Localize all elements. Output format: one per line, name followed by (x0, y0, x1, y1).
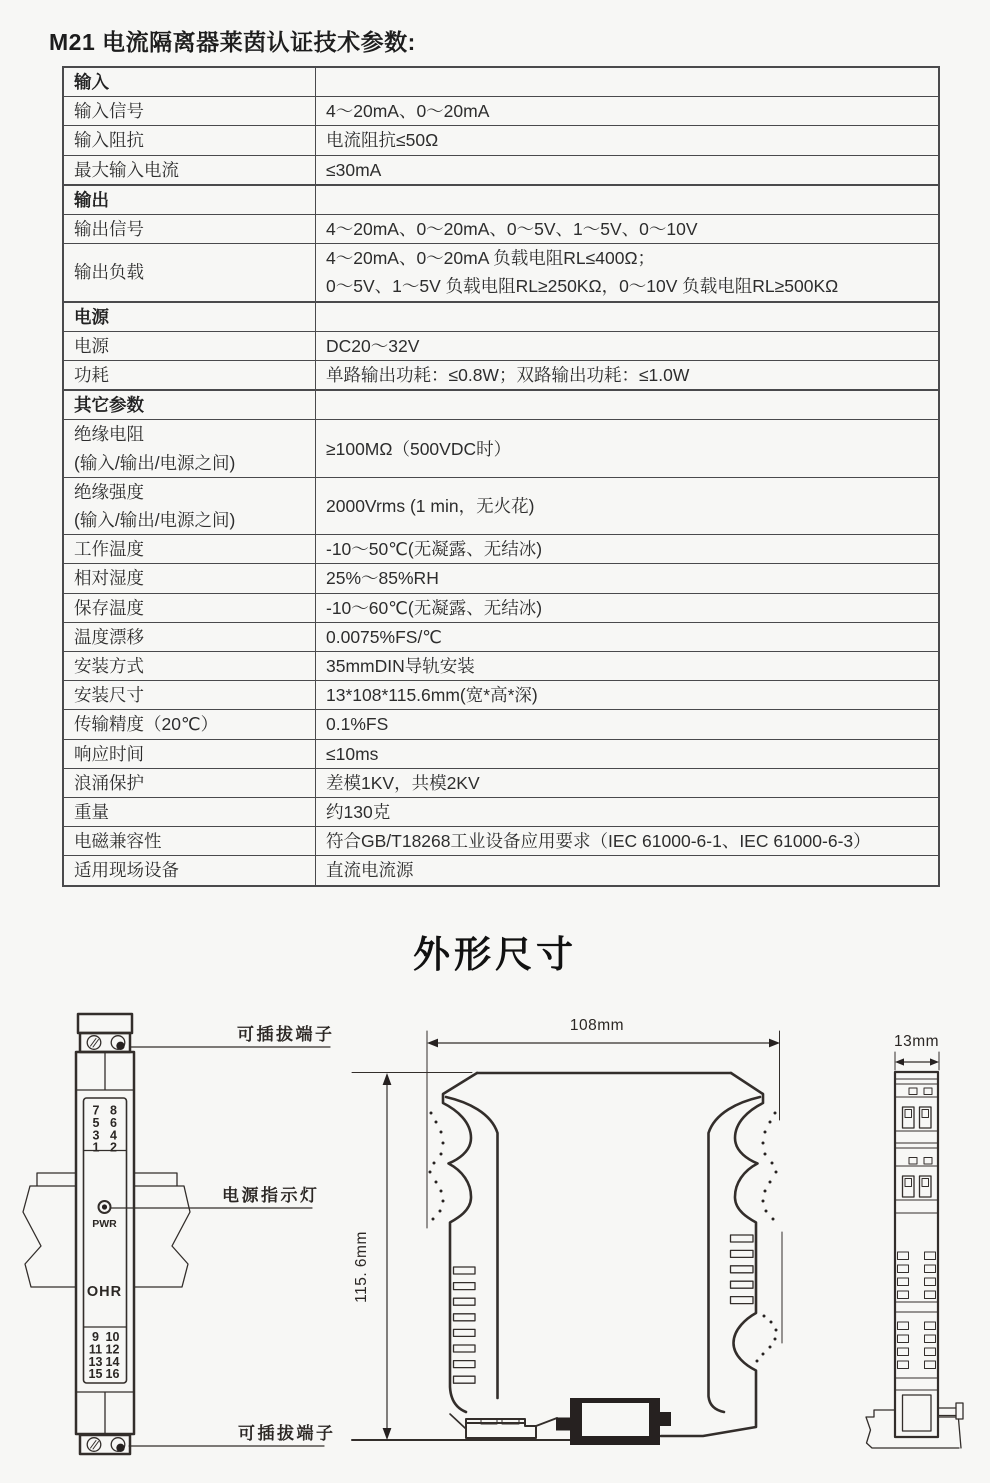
param-label: 输出信号 (63, 215, 316, 244)
dotted-line-dot (772, 1218, 775, 1221)
param-label: 最大输入电流 (63, 155, 316, 185)
vent-slot (731, 1250, 754, 1257)
param-value: 电流阻抗≤50Ω (316, 126, 940, 155)
param-label: 重量 (63, 798, 316, 827)
brand-logo: OHR (86, 1284, 123, 1300)
param-value: 4～20mA、0～20mA (316, 97, 940, 126)
terminal-number: 13 (88, 1354, 103, 1369)
terminal-number: 4 (110, 1128, 117, 1143)
din-rail-right (135, 1173, 190, 1287)
vent-slot (925, 1335, 936, 1343)
param-label: 输出负载 (63, 244, 316, 302)
table-row (63, 361, 939, 391)
param-value: 0.0075%FS/℃ (316, 622, 940, 651)
spec-table-body (63, 67, 939, 886)
vent-slot (925, 1361, 936, 1369)
dotted-line-dot (435, 1181, 438, 1184)
table-row (63, 477, 939, 534)
table-section-row (63, 185, 939, 215)
din-clip-flange (556, 1418, 571, 1431)
param-label: 输入阻抗 (63, 126, 316, 155)
dotted-line-dot (440, 1153, 443, 1156)
callout-leader-lines (111, 1047, 330, 1446)
bottom-block (903, 1395, 932, 1431)
vent-slot (925, 1278, 936, 1286)
param-value: ≤30mA (316, 155, 940, 185)
terminal-number: 7 (92, 1103, 100, 1118)
extension-lines (352, 1031, 782, 1343)
table-row (63, 710, 939, 739)
terminal-hole (909, 1158, 917, 1165)
dim-115-label: 115. 6mm (353, 1231, 370, 1303)
vent-slot (454, 1361, 476, 1368)
terminal-number: 10 (105, 1330, 120, 1344)
vent-slot (731, 1297, 754, 1304)
vent-slot (925, 1348, 936, 1356)
vent-slot (454, 1267, 476, 1274)
dim-13-label: 13mm (893, 1033, 940, 1050)
table-row (63, 827, 939, 856)
terminal-number: 15 (88, 1367, 103, 1382)
terminal-number-box-lines (84, 1151, 126, 1328)
terminal-number: 5 (92, 1115, 100, 1130)
vent-slot (898, 1265, 909, 1273)
terminal-number: 12 (105, 1342, 120, 1357)
table-row (63, 331, 939, 360)
param-label: 安装方式 (63, 652, 316, 681)
vent-slot (731, 1235, 754, 1242)
param-value: 直流电流源 (316, 856, 940, 886)
dotted-line-dot (440, 1131, 443, 1134)
table-row (63, 768, 939, 797)
power-led-dot (102, 1204, 107, 1209)
dotted-line-dot (762, 1353, 765, 1356)
terminal-screw (922, 1110, 929, 1118)
param-value (316, 185, 940, 215)
vent-slot (898, 1278, 909, 1286)
param-value (316, 302, 940, 332)
label-power-indicator: 电源指示灯 (222, 1186, 320, 1205)
label-pluggable-terminal-bottom: 可插拔端子 (238, 1424, 336, 1443)
param-label: 响应时间 (63, 739, 316, 768)
table-row (63, 856, 939, 886)
dotted-line-dot (442, 1200, 445, 1203)
dotted-line-dot (763, 1315, 766, 1318)
param-label: 保存温度 (63, 593, 316, 622)
dotted-line-dot (756, 1360, 759, 1363)
terminal-number: 2 (110, 1140, 117, 1155)
param-label: 输出 (63, 185, 316, 215)
param-value: 约130克 (316, 798, 940, 827)
dotted-line-dot (769, 1121, 772, 1124)
param-value: 25%～85%RH (316, 564, 940, 593)
terminal-number: 14 (105, 1354, 120, 1369)
param-label: 传输精度（20℃） (63, 710, 316, 739)
vent-slot (898, 1361, 909, 1369)
terminal-hole (924, 1088, 932, 1095)
param-label: 相对湿度 (63, 564, 316, 593)
vent-slot (925, 1252, 936, 1260)
param-value: 2000Vrms (1 min，无火花) (316, 477, 940, 534)
rail-latch-cap (956, 1403, 963, 1419)
dotted-line-dot (769, 1346, 772, 1349)
section-heading: 外形尺寸 (413, 934, 577, 975)
dotted-line-dot (765, 1210, 768, 1213)
terminal-hole (924, 1158, 932, 1165)
dotted-line-dot (775, 1171, 778, 1174)
vent-slot (925, 1322, 936, 1330)
vent-slot (898, 1322, 909, 1330)
param-value: -10～60℃(无凝露、无结冰) (316, 593, 940, 622)
upper-cells (76, 1052, 134, 1090)
table-row (63, 798, 939, 827)
param-label: 适用现场设备 (63, 856, 316, 886)
param-value: 4～20mA、0～20mA 负载电阻RL≤400Ω； 0～5V、1～5V 负载电阻RL≥250KΩ，0～10V 负载电阻RL≥500KΩ (316, 244, 940, 302)
vent-slot (454, 1283, 476, 1290)
param-value: 单路输出功耗：≤0.8W；双路输出功耗：≤1.0W (316, 361, 940, 391)
vent-slot (925, 1291, 936, 1299)
dotted-line-dot (764, 1153, 767, 1156)
top-view-drawing (840, 1000, 990, 1470)
table-row (63, 244, 939, 302)
dotted-line-dot (430, 1112, 433, 1115)
terminal-number: 1 (92, 1140, 100, 1155)
vent-slot (898, 1348, 909, 1356)
page-title: M21 电流隔离器莱茵认证技术参数: (49, 29, 416, 55)
table-row (63, 420, 939, 477)
dotted-line-dot (429, 1171, 432, 1174)
param-value: 0.1%FS (316, 710, 940, 739)
dotted-line-dot (432, 1218, 435, 1221)
housing-left-wedge (450, 1414, 465, 1428)
dotted-line-dot (769, 1181, 772, 1184)
param-value: 4～20mA、0～20mA、0～5V、1～5V、0～10V (316, 215, 940, 244)
screw-icon (87, 1036, 101, 1050)
dotted-line-dot (774, 1338, 777, 1341)
table-row (63, 652, 939, 681)
param-label: 电源 (63, 302, 316, 332)
dotted-line-dot (775, 1329, 778, 1332)
param-label: 浪涌保护 (63, 768, 316, 797)
table-row (63, 126, 939, 155)
table-section-row (63, 67, 939, 97)
param-value: -10～50℃(无凝露、无结冰) (316, 535, 940, 564)
param-label: 输入信号 (63, 97, 316, 126)
dotted-line-dot (764, 1131, 767, 1134)
param-label: 工作温度 (63, 535, 316, 564)
param-label: 其它参数 (63, 390, 316, 420)
vent-slot (898, 1252, 909, 1260)
table-section-row (63, 390, 939, 420)
terminal-number: 11 (88, 1342, 103, 1357)
top-cap (78, 1014, 132, 1033)
dotted-line-dot (762, 1200, 765, 1203)
din-clip (570, 1398, 660, 1445)
vent-slot (454, 1329, 476, 1336)
terminal-number: 6 (110, 1115, 117, 1130)
vent-slot (454, 1298, 476, 1305)
terminal-screw (922, 1179, 929, 1187)
terminal-dot (116, 1042, 124, 1050)
table-section-row (63, 302, 939, 332)
table-row (63, 535, 939, 564)
param-label: 绝缘强度 (输入/输出/电源之间) (63, 477, 316, 534)
vent-slot (925, 1265, 936, 1273)
table-row (63, 564, 939, 593)
terminal-screw (905, 1110, 912, 1118)
table-row (63, 215, 939, 244)
table-row (63, 97, 939, 126)
param-value: 13*108*115.6mm(宽*高*深) (316, 681, 940, 710)
dotted-line-dot (774, 1112, 777, 1115)
table-row (63, 155, 939, 185)
dotted-line-dot (439, 1210, 442, 1213)
terminal-screw (905, 1179, 912, 1187)
screw-slot-icon (91, 1441, 99, 1450)
dotted-line-dot (442, 1142, 445, 1145)
dotted-line-dot (771, 1162, 774, 1165)
dotted-line-dot (762, 1142, 765, 1145)
param-value (316, 67, 940, 97)
dotted-line-dot (764, 1190, 767, 1193)
front-view-drawing (20, 1000, 340, 1470)
din-rail-left (23, 1173, 75, 1287)
vent-slot (898, 1335, 909, 1343)
vent-slot (898, 1291, 909, 1299)
dotted-line-dot (435, 1121, 438, 1124)
dotted-line-dot (433, 1162, 436, 1165)
housing-right-inner (709, 1097, 761, 1412)
pwr-label: PWR (92, 1218, 117, 1230)
param-label: 安装尺寸 (63, 681, 316, 710)
rail-latch (938, 1408, 956, 1416)
param-value: 35mmDIN导轨安装 (316, 652, 940, 681)
vent-slot (731, 1281, 754, 1288)
lower-cells (76, 1392, 134, 1433)
param-label: 功耗 (63, 361, 316, 391)
screw-slot-icon (91, 1039, 99, 1048)
param-value: ≥100MΩ（500VDC时） (316, 420, 940, 477)
param-label: 电源 (63, 331, 316, 360)
terminal-number: 8 (110, 1103, 117, 1118)
spec-table (62, 66, 940, 887)
vent-slot (454, 1314, 476, 1321)
table-row (63, 739, 939, 768)
dotted-line-dot (440, 1190, 443, 1193)
param-label: 电磁兼容性 (63, 827, 316, 856)
side-view-drawing (340, 1000, 840, 1470)
vent-slot (454, 1376, 476, 1383)
screw-icon (87, 1438, 101, 1452)
param-value: DC20～32V (316, 331, 940, 360)
param-value: 差模1KV，共模2KV (316, 768, 940, 797)
param-label: 输入 (63, 67, 316, 97)
param-label: 温度漂移 (63, 622, 316, 651)
table-row (63, 681, 939, 710)
terminal-number: 3 (92, 1128, 100, 1143)
dim-108-label: 108mm (569, 1017, 625, 1034)
mounting-foot (466, 1418, 557, 1438)
label-pluggable-terminal-top: 可插拔端子 (237, 1025, 335, 1044)
table-row (63, 593, 939, 622)
table-row (63, 622, 939, 651)
param-label: 绝缘电阻 (输入/输出/电源之间) (63, 420, 316, 477)
vent-slot (454, 1345, 476, 1352)
terminal-dot (116, 1444, 124, 1452)
param-value (316, 390, 940, 420)
terminal-number: 16 (105, 1367, 120, 1382)
dotted-line-dot (770, 1321, 773, 1324)
terminal-number: 9 (92, 1330, 99, 1344)
vent-slot (731, 1266, 754, 1273)
terminal-hole (909, 1088, 917, 1095)
param-value: ≤10ms (316, 739, 940, 768)
din-clip-tab (660, 1412, 671, 1426)
param-value: 符合GB/T18268工业设备应用要求（IEC 61000-6-1、IEC 61000-6-3） (316, 827, 940, 856)
